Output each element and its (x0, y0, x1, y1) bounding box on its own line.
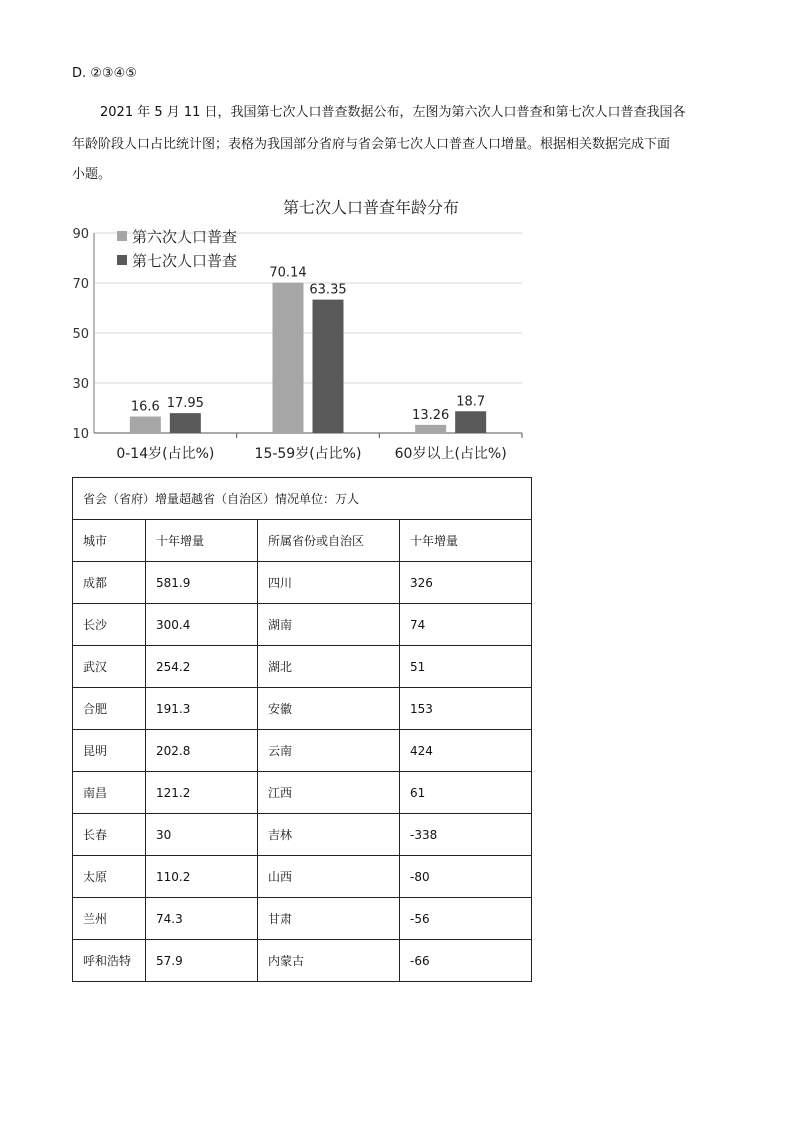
age-distribution-chart (60, 190, 540, 470)
cell-province: 湖北 (258, 646, 400, 688)
cell-city: 长沙 (73, 604, 146, 646)
cell-province-increase: -56 (400, 898, 532, 940)
cell-province-increase: 326 (400, 562, 532, 604)
table-row (73, 856, 532, 898)
y-tick-label: 30 (72, 377, 89, 392)
cell-city-increase: 110.2 (146, 856, 258, 898)
cell-city-increase: 254.2 (146, 646, 258, 688)
cell-province: 安徽 (258, 688, 400, 730)
cell-province: 四川 (258, 562, 400, 604)
data-label: 63.35 (309, 282, 347, 298)
x-tick-label: 0-14岁(占比%) (116, 446, 215, 462)
table-row (73, 646, 532, 688)
cell-city-increase: 121.2 (146, 772, 258, 814)
data-label: 13.26 (412, 407, 450, 423)
cell-province: 山西 (258, 856, 400, 898)
table-row (73, 940, 532, 982)
legend-swatch (117, 255, 127, 265)
table-caption: 省会（省府）增量超越省（自治区）情况单位：万人 (73, 478, 532, 520)
cell-city: 武汉 (73, 646, 146, 688)
table-row (73, 562, 532, 604)
bar-sixth-census (415, 425, 446, 433)
table-header-row (73, 520, 532, 562)
table-row (73, 730, 532, 772)
cell-province-increase: 74 (400, 604, 532, 646)
table-row (73, 814, 532, 856)
data-label: 17.95 (166, 396, 204, 412)
intro-line-1: 2021 年 5 月 11 日，我国第七次人口普查数据公布，左图为第六次人口普查和第七次人口普查我国各 (100, 105, 686, 120)
cell-city-increase: 57.9 (146, 940, 258, 982)
cell-city: 合肥 (73, 688, 146, 730)
cell-province: 甘肃 (258, 898, 400, 940)
data-label: 18.7 (456, 394, 486, 410)
cell-province: 湖南 (258, 604, 400, 646)
cell-province-increase: 51 (400, 646, 532, 688)
header-province-increase: 十年增量 (400, 520, 532, 562)
chart-title: 第七次人口普查年龄分布 (282, 198, 460, 217)
cell-city-increase: 300.4 (146, 604, 258, 646)
y-tick-label: 50 (72, 327, 89, 342)
header-city-increase: 十年增量 (146, 520, 258, 562)
y-tick-label: 70 (72, 277, 89, 292)
intro-line-3: 小题。 (72, 167, 112, 182)
header-province: 所属省份或自治区 (258, 520, 400, 562)
cell-province-increase: 424 (400, 730, 532, 772)
table-row (73, 604, 532, 646)
cell-province: 江西 (258, 772, 400, 814)
bar-sixth-census (130, 417, 161, 434)
bar-seventh-census (455, 411, 486, 433)
option-d: D. ②③④⑤ (72, 66, 137, 81)
cell-city: 昆明 (73, 730, 146, 772)
bar-seventh-census (170, 413, 201, 433)
cell-city-increase: 191.3 (146, 688, 258, 730)
table-row (73, 898, 532, 940)
x-tick-label: 15-59岁(占比%) (254, 446, 362, 462)
legend-swatch (117, 231, 127, 241)
cell-city: 成都 (73, 562, 146, 604)
cell-city: 长春 (73, 814, 146, 856)
cell-city: 南昌 (73, 772, 146, 814)
cell-province-increase: 61 (400, 772, 532, 814)
cell-province: 云南 (258, 730, 400, 772)
cell-city-increase: 74.3 (146, 898, 258, 940)
x-tick-label: 60岁以上(占比%) (394, 446, 507, 462)
cell-city: 呼和浩特 (73, 940, 146, 982)
legend-label: 第七次人口普查 (132, 252, 238, 270)
legend-label: 第六次人口普查 (132, 228, 238, 246)
bar-sixth-census (273, 283, 304, 433)
cell-city: 太原 (73, 856, 146, 898)
population-increase-table (72, 477, 532, 982)
cell-city: 兰州 (73, 898, 146, 940)
cell-province: 内蒙古 (258, 940, 400, 982)
intro-line-2: 年龄阶段人口占比统计图；表格为我国部分省府与省会第七次人口普查人口增量。根据相关数据完成下面 (72, 137, 671, 152)
y-tick-label: 10 (72, 427, 89, 442)
y-tick-label: 90 (72, 227, 89, 242)
header-city: 城市 (73, 520, 146, 562)
bar-seventh-census (313, 300, 344, 433)
cell-province-increase: -66 (400, 940, 532, 982)
cell-city-increase: 202.8 (146, 730, 258, 772)
cell-province-increase: 153 (400, 688, 532, 730)
cell-city-increase: 30 (146, 814, 258, 856)
table-row (73, 772, 532, 814)
cell-province-increase: -338 (400, 814, 532, 856)
table-row (73, 688, 532, 730)
data-label: 16.6 (130, 399, 160, 415)
data-label: 70.14 (269, 265, 307, 281)
cell-province-increase: -80 (400, 856, 532, 898)
cell-city-increase: 581.9 (146, 562, 258, 604)
cell-province: 吉林 (258, 814, 400, 856)
